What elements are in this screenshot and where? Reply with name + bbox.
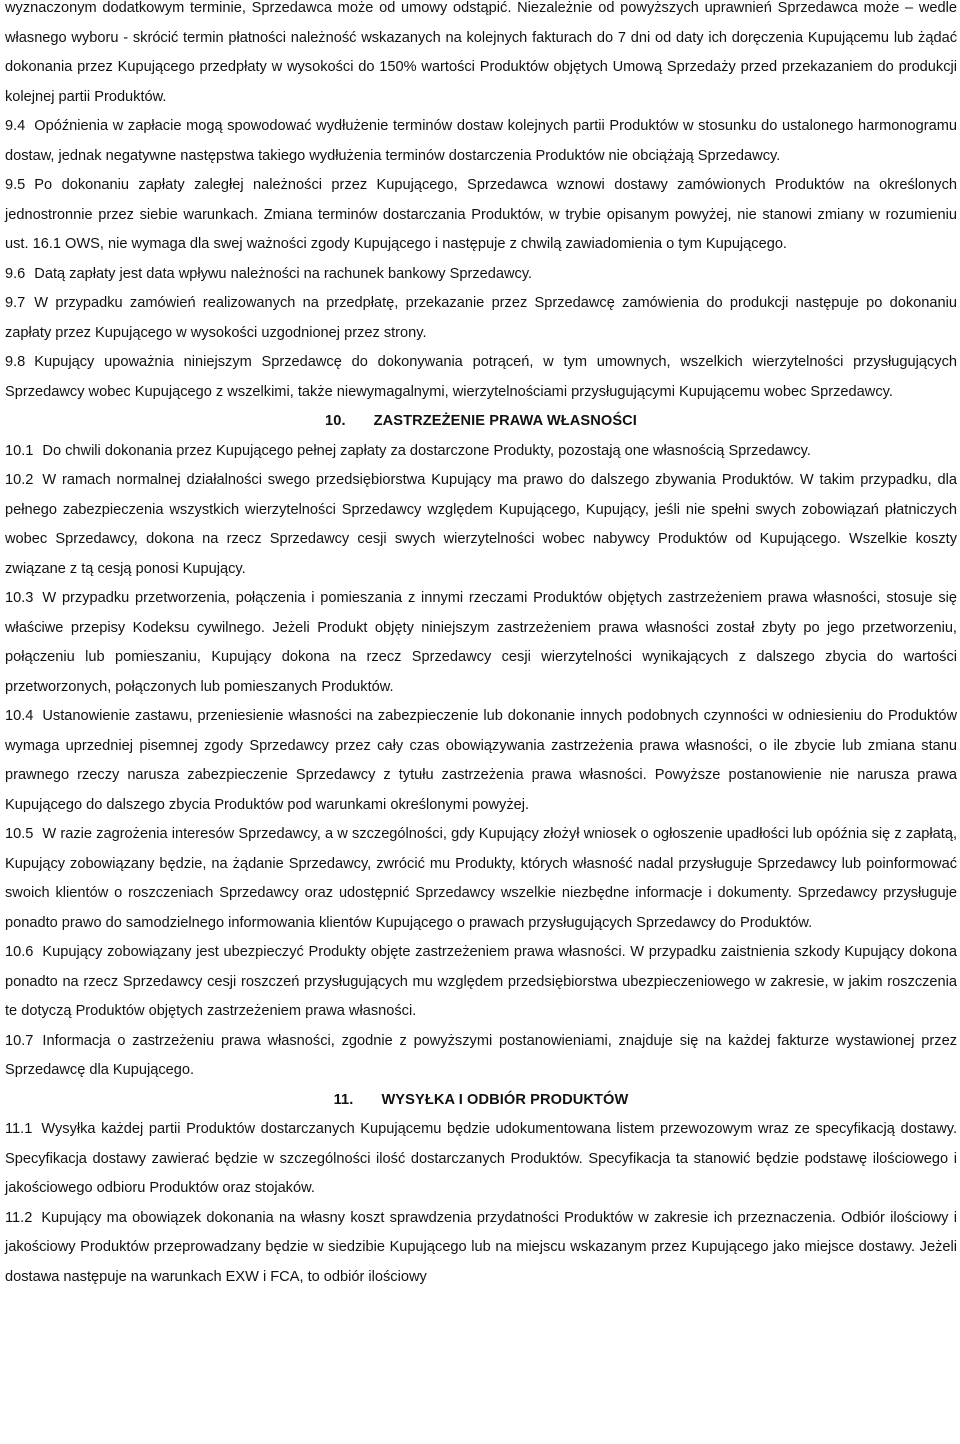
paragraph-text: W razie zagrożenia interesów Sprzedawcy, a w szczególności, gdy Kupujący złożył wniosek o ogłoszenie upadłości lub opóźnia się z zapłatą, Kupujący zobowiązany będzie, na żądanie Sprzedawcy, zwrócić mu Produkty, których własność nadal przysługuje Sprzedawcy lub poinformować swoich klientów o roszczeniach Sprzedawcy oraz udostępnić Sprzedawcy wszelkie niezbędne informacje i dokumenty. Sprzedawcy przysługuje ponadto prawo do samodzielnego informowania klientów Kupującego o prawach przysługujących Sprzedawcy do Produktów.	[5, 826, 957, 931]
paragraph-9-6	[5, 260, 957, 290]
document-page	[5, 0, 957, 1292]
paragraph-number: 11.2	[5, 1209, 33, 1226]
paragraph-number: 9.5	[5, 177, 26, 193]
section-heading-10	[5, 407, 957, 437]
paragraph-text: wyznaczonym dodatkowym terminie, Sprzedawca może od umowy odstąpić. Niezależnie od powyższych uprawnień Sprzedawca może – wedle własnego wyboru - skrócić termin płatności należność wskazanych na kolejnych fakturach do 7 dni od daty ich doręczenia Kupującemu lub żądać dokonania przez Kupującego przedpłaty w wysokości do 150% wartości Produktów objętych Umową Sprzedaży przed przekazaniem do produkcji kolejnej partii Produktów.	[5, 0, 957, 105]
paragraph-number: 9.6	[5, 265, 26, 282]
paragraph-10-6	[5, 938, 957, 1027]
paragraph-number: 10.4	[5, 708, 34, 724]
paragraph-number: 10.7	[5, 1032, 34, 1049]
paragraph-10-7	[5, 1027, 957, 1086]
section-number: 11.	[333, 1091, 354, 1108]
paragraph-10-4	[5, 702, 957, 820]
paragraph-9-8	[5, 348, 957, 407]
paragraph-text: Do chwili dokonania przez Kupującego pełnej zapłaty za dostarczone Produkty, pozostają one własnością Sprzedawcy.	[42, 442, 811, 459]
section-title: ZASTRZEŻENIE PRAWA WŁASNOŚCI	[373, 413, 637, 429]
paragraph-text: Po dokonaniu zapłaty zaległej należności przez Kupującego, Sprzedawca wznowi dostawy zamówionych Produktów na określonych jednostronnie przez siebie warunkach. Zmiana terminów dostarczania Produktów, w trybie opisanym powyżej, nie stanowi zmiany w rozumieniu ust. 16.1 OWS, nie wymaga dla swej ważności zgody Kupującego i następuje z chwilą zawiadomienia o tym Kupującego.	[5, 177, 957, 252]
paragraph-text: Kupujący zobowiązany jest ubezpieczyć Produkty objęte zastrzeżeniem prawa własności. W przypadku zaistnienia szkody Kupujący dokona ponadto na rzecz Sprzedawcy cesji roszczeń przysługujących mu względem przedsiębiorstwa ubezpieczeniowego w zakresie, w jakim roszczenia te dotyczą Produktów objętych zastrzeżeniem prawa własności.	[5, 944, 957, 1019]
paragraph-text: W ramach normalnej działalności swego przedsiębiorstwa Kupujący ma prawo do dalszego zbywania Produktów. W takim przypadku, dla pełnego zabezpieczenia wszystkich wierzytelności Sprzedawcy względem Kupującego, Kupujący, jeśli nie spełni swych zobowiązań płatniczych wobec Sprzedawcy, dokona na rzecz Sprzedawcy cesji swych wierzytelności wobec nabywcy Produktów od Kupującego. Wszelkie koszty związane z tą cesją ponosi Kupujący.	[5, 472, 957, 577]
paragraph-text: Kupujący ma obowiązek dokonania na własny koszt sprawdzenia przydatności Produktów w zakresie ich przeznaczenia. Odbiór ilościowy i jakościowy Produktów przeprowadzany będzie w siedzibie Kupującego lub na miejscu wskazanym przez Kupującego jako miejsce dostawy. Jeżeli dostawa następuje na warunkach EXW i FCA, to odbiór ilościowy	[5, 1209, 957, 1285]
paragraph-text: W przypadku zamówień realizowanych na przedpłatę, przekazanie przez Sprzedawcę zamówienia do produkcji następuje po dokonaniu zapłaty przez Kupującego w wysokości uzgodnionej przez strony.	[5, 295, 957, 341]
paragraph-text: Kupujący upoważnia niniejszym Sprzedawcę do dokonywania potrąceń, w tym umownych, wszelkich wierzytelności przysługujących Sprzedawcy wobec Kupującego z wszelkimi, także niewymagalnymi, wierzytelnościami przysługującymi Kupującemu wobec Sprzedawcy.	[5, 354, 957, 400]
paragraph-text: W przypadku przetworzenia, połączenia i pomieszania z innymi rzeczami Produktów objętych zastrzeżeniem prawa własności, stosuje się właściwe przepisy Kodeksu cywilnego. Jeżeli Produkt objęty niniejszym zastrzeżeniem prawa własności został zbyty po jego przetworzeniu, połączeniu lub pomieszaniu, Kupujący dokona na rzecz Sprzedawcy cesji wierzytelności wynikających z dalszego zbycia do wartości przetworzonych, połączonych lub pomieszanych Produktów.	[5, 590, 957, 695]
paragraph-text: Wysyłka każdej partii Produktów dostarczanych Kupującemu będzie udokumentowana listem przewozowym wraz ze specyfikacją dostawy. Specyfikacja dostawy zawierać będzie w szczególności ilość dostarczanych Produktów. Specyfikacja ta stanowić będzie podstawę ilościowego i jakościowego odbioru Produktów oraz stojaków.	[5, 1121, 957, 1196]
paragraph-number: 10.3	[5, 590, 34, 606]
paragraph-number: 11.1	[5, 1121, 33, 1137]
section-heading-11	[5, 1086, 957, 1116]
paragraph-11-1	[5, 1115, 957, 1204]
paragraph-number: 9.4	[5, 118, 26, 134]
paragraph-number: 10.1	[5, 442, 34, 459]
paragraph-11-2	[5, 1204, 957, 1293]
paragraph-text: Datą zapłaty jest data wpływu należności na rachunek bankowy Sprzedawcy.	[34, 265, 533, 282]
paragraph-number: 10.6	[5, 944, 34, 960]
section-number: 10.	[325, 413, 346, 429]
paragraph-9-7	[5, 289, 957, 348]
paragraph-9-3-continuation	[5, 0, 957, 112]
paragraph-number: 9.7	[5, 295, 26, 311]
paragraph-10-2	[5, 466, 957, 584]
paragraph-10-3	[5, 584, 957, 702]
paragraph-9-5	[5, 171, 957, 260]
section-title: WYSYŁKA I ODBIÓR PRODUKTÓW	[381, 1091, 629, 1108]
paragraph-10-5	[5, 820, 957, 938]
paragraph-9-4	[5, 112, 957, 171]
paragraph-number: 9.8	[5, 354, 26, 370]
paragraph-text: Informacja o zastrzeżeniu prawa własności, zgodnie z powyższymi postanowieniami, znajduje się na każdej fakturze wystawionej przez Sprzedawcę dla Kupującego.	[5, 1032, 957, 1078]
paragraph-10-1	[5, 437, 957, 467]
paragraph-text: Opóźnienia w zapłacie mogą spowodować wydłużenie terminów dostaw kolejnych partii Produktów w stosunku do ustalonego harmonogramu dostaw, jednak negatywne następstwa takiego wydłużenia terminów dostarczenia Produktów nie obciążają Sprzedawcy.	[5, 118, 957, 164]
paragraph-number: 10.2	[5, 472, 34, 488]
paragraph-text: Ustanowienie zastawu, przeniesienie własności na zabezpieczenie lub dokonanie innych podobnych czynności w odniesieniu do Produktów wymaga uprzedniej pisemnej zgody Sprzedawcy przez cały czas obowiązywania zastrzeżenia prawa własności, o ile zbycie lub zmiana stanu prawnego rzeczy narusza zabezpieczenie Sprzedawcy z tytułu zastrzeżenia prawa własności. Powyższe postanowienie nie narusza prawa Kupującego do dalszego zbycia Produktów pod warunkami określonymi powyżej.	[5, 708, 957, 813]
paragraph-number: 10.5	[5, 826, 34, 842]
